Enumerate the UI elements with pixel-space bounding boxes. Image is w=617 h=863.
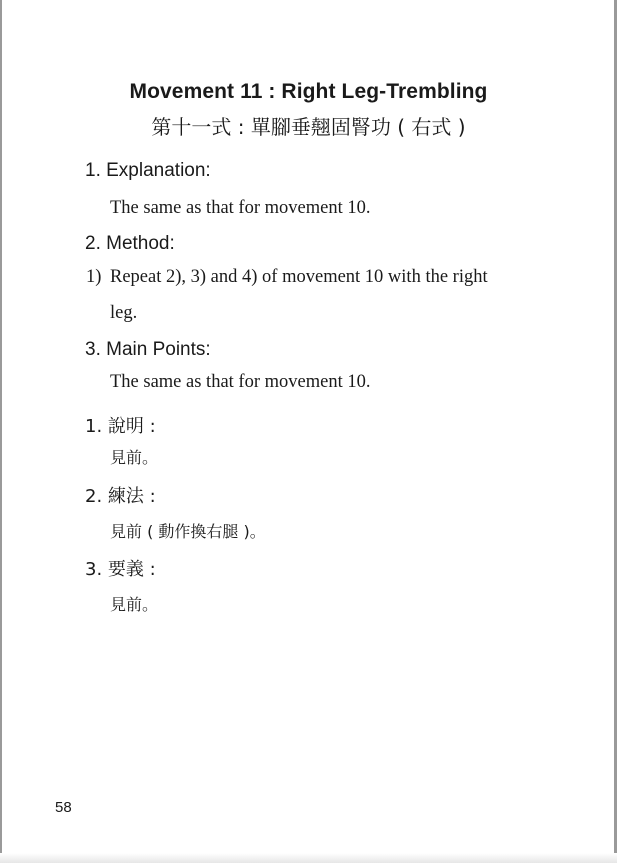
explanation-text: The same as that for movement 10. bbox=[110, 198, 371, 218]
method-item-line2: leg. bbox=[110, 303, 138, 323]
method-item-1 bbox=[86, 267, 556, 288]
heading-main-points: 3. Main Points: bbox=[85, 339, 211, 360]
method-item-number: 1) bbox=[86, 267, 102, 287]
method-item-line1: Repeat 2), 3) and 4) of movement 10 with the right bbox=[110, 267, 488, 287]
zh-explanation-text: 見前。 bbox=[110, 448, 159, 467]
heading-explanation: 1. Explanation: bbox=[85, 160, 211, 181]
title-english: Movement 11 : Right Leg-Trembling bbox=[129, 80, 488, 103]
title-chinese: 第十一式 : 單腳垂翹固腎功 ( 右式 ) bbox=[151, 115, 466, 139]
main-points-text: The same as that for movement 10. bbox=[110, 372, 371, 392]
heading-method: 2. Method: bbox=[85, 233, 175, 254]
heading-zh-method: 2. 練法 : bbox=[85, 486, 156, 507]
heading-zh-explanation: 1. 說明 : bbox=[85, 416, 156, 437]
page-bottom-shadow bbox=[0, 853, 617, 863]
heading-zh-main-points: 3. 要義 : bbox=[85, 559, 156, 580]
zh-method-text: 見前 ( 動作換右腿 )。 bbox=[110, 522, 266, 541]
zh-main-points-text: 見前。 bbox=[110, 595, 159, 614]
page-number: 58 bbox=[55, 799, 72, 816]
